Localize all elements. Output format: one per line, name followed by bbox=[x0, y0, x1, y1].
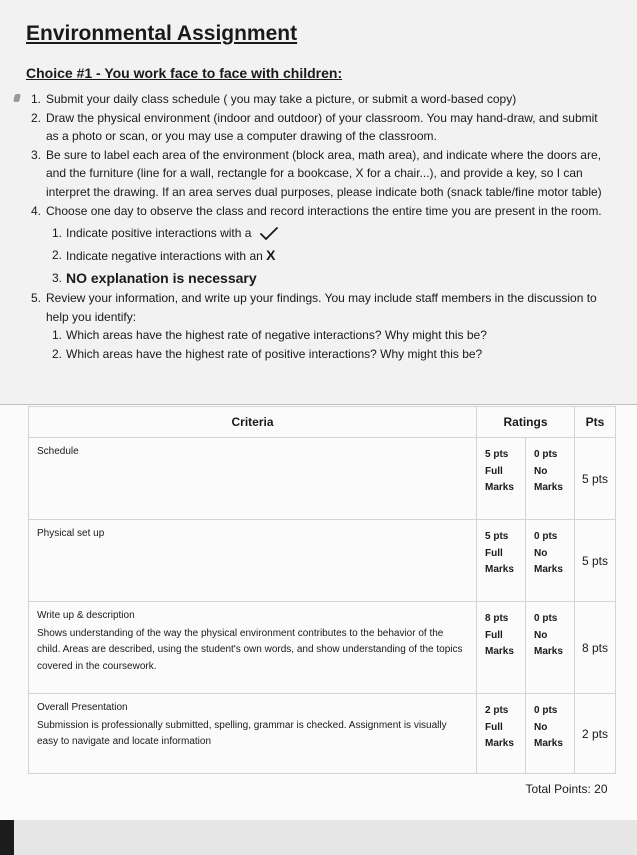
criterion-cell bbox=[29, 602, 477, 694]
list-item bbox=[0, 202, 637, 221]
rating-points: 8 pts bbox=[485, 613, 509, 624]
rating-points: 0 pts bbox=[534, 449, 558, 460]
item-number: 5. bbox=[31, 291, 42, 306]
rating-label: Marks bbox=[485, 738, 514, 749]
criterion-description: Submission is professionally submitted, spelling, grammar is checked. Assignment is visually easy to navigate and locate information bbox=[37, 719, 447, 747]
criterion-cell bbox=[29, 520, 477, 602]
ratings-header: Ratings bbox=[477, 407, 575, 438]
rating-label: Full bbox=[485, 465, 503, 477]
choice-heading: Choice #1 - You work face to face with children: bbox=[26, 65, 343, 81]
sub-item-text: Indicate positive interactions with a bbox=[66, 226, 252, 241]
sub-item bbox=[0, 326, 637, 345]
points-cell: 5 pts bbox=[575, 438, 616, 520]
item-number: 4. bbox=[31, 203, 42, 218]
rating-label: Marks bbox=[534, 646, 563, 657]
total-row bbox=[29, 774, 616, 805]
criterion-cell bbox=[29, 438, 477, 520]
points-cell: 8 pts bbox=[575, 602, 616, 694]
rating-label: No bbox=[534, 629, 548, 641]
item-text: Draw the physical environment (indoor and outdoor) of your classroom. You may hand-draw, and submit as a photo or scan, or you may use a computer drawing of the classroom. bbox=[46, 110, 598, 144]
rating-label: No bbox=[534, 465, 548, 477]
list-item bbox=[0, 90, 637, 109]
rating-none bbox=[526, 602, 575, 694]
page-title: Environmental Assignment bbox=[26, 22, 298, 45]
rating-label: Marks bbox=[485, 646, 514, 657]
sub-item-text: Which areas have the highest rate of negative interactions? Why might this be? bbox=[66, 328, 487, 343]
rating-label: Marks bbox=[485, 564, 514, 575]
rating-points: 5 pts bbox=[485, 449, 509, 460]
rating-full bbox=[477, 438, 526, 520]
table-row bbox=[29, 520, 616, 602]
item-number: 3. bbox=[31, 147, 42, 162]
sub-item bbox=[0, 345, 637, 364]
table-row bbox=[29, 602, 616, 694]
x-mark: X bbox=[266, 247, 276, 264]
sub-item bbox=[0, 244, 637, 267]
sub-item-number: 3. bbox=[52, 271, 63, 286]
item-text: Review your information, and write up your findings. You may include staff members in the discussion to help you identify: bbox=[46, 291, 597, 324]
rating-label: No bbox=[534, 721, 548, 733]
rating-none bbox=[526, 694, 575, 774]
list-item bbox=[0, 146, 637, 202]
rating-label: No bbox=[534, 547, 548, 559]
sub-item-number: 1. bbox=[52, 328, 63, 343]
rating-label: Full bbox=[485, 721, 503, 733]
scan-edge bbox=[0, 820, 637, 855]
criteria-header: Criteria bbox=[29, 407, 477, 438]
sub-item-number: 2. bbox=[52, 346, 63, 361]
criterion-cell bbox=[29, 694, 477, 774]
rating-label: Full bbox=[485, 629, 503, 641]
rating-label: Full bbox=[485, 547, 503, 559]
sub-item-text: Indicate negative interactions with an bbox=[66, 249, 263, 264]
sub-item-number: 2. bbox=[52, 248, 63, 263]
item-number: 2. bbox=[31, 110, 42, 125]
item-number: 1. bbox=[31, 92, 42, 106]
item-text: Submit your daily class schedule ( you may take a picture, or submit a word-based copy) bbox=[46, 92, 517, 106]
sub-item bbox=[0, 267, 637, 289]
rating-label: Marks bbox=[534, 482, 563, 493]
criterion-title: Physical set up bbox=[37, 528, 105, 539]
rating-none bbox=[526, 520, 575, 602]
sub-item bbox=[0, 222, 637, 244]
rubric-header-row bbox=[29, 407, 616, 438]
rating-label: Marks bbox=[485, 482, 514, 493]
rating-points: 5 pts bbox=[485, 531, 509, 542]
sub-item-number: 1. bbox=[52, 226, 63, 241]
rating-points: 2 pts bbox=[485, 705, 509, 716]
rating-label: Marks bbox=[534, 738, 563, 749]
rating-full bbox=[477, 694, 526, 774]
rating-full bbox=[477, 602, 526, 694]
points-cell: 2 pts bbox=[575, 694, 616, 774]
rubric-table bbox=[28, 406, 616, 804]
rating-none bbox=[526, 438, 575, 520]
rating-points: 0 pts bbox=[534, 531, 558, 542]
rating-points: 0 pts bbox=[534, 705, 558, 716]
rating-points: 0 pts bbox=[534, 613, 558, 624]
sub-item-text: NO explanation is necessary bbox=[66, 270, 257, 287]
criterion-title: Overall Presentation bbox=[37, 702, 128, 713]
item-text: Choose one day to observe the class and record interactions the entire time you are present in the room. bbox=[46, 203, 602, 218]
pts-header: Pts bbox=[575, 407, 616, 438]
list-item bbox=[0, 109, 637, 146]
criterion-description: Shows understanding of the way the physical environment contributes to the behavior of the child. Areas are described, using the student's own words, and show understanding of the topics covered in the coursework. bbox=[37, 627, 463, 672]
points-cell: 5 pts bbox=[575, 520, 616, 602]
instructions-list bbox=[0, 90, 637, 364]
item-text: Be sure to label each area of the environment (block area, math area), and indicate where the doors are, and the furniture (line for a wall, rectangle for a bookcase, X for a chair...), and provide a key, so I can interpret the drawing. If an area serves dual purposes, please indicate both (snack table/fine motor table) bbox=[46, 147, 602, 199]
check-icon bbox=[259, 227, 279, 241]
table-row bbox=[29, 694, 616, 774]
criterion-title: Schedule bbox=[37, 446, 79, 457]
total-points: Total Points: 20 bbox=[525, 782, 608, 796]
rating-label: Marks bbox=[534, 564, 563, 575]
table-row bbox=[29, 438, 616, 520]
list-item bbox=[0, 289, 637, 326]
sub-item-text: Which areas have the highest rate of positive interactions? Why might this be? bbox=[66, 346, 483, 361]
criterion-title: Write up & description bbox=[37, 610, 135, 621]
rating-full bbox=[477, 520, 526, 602]
